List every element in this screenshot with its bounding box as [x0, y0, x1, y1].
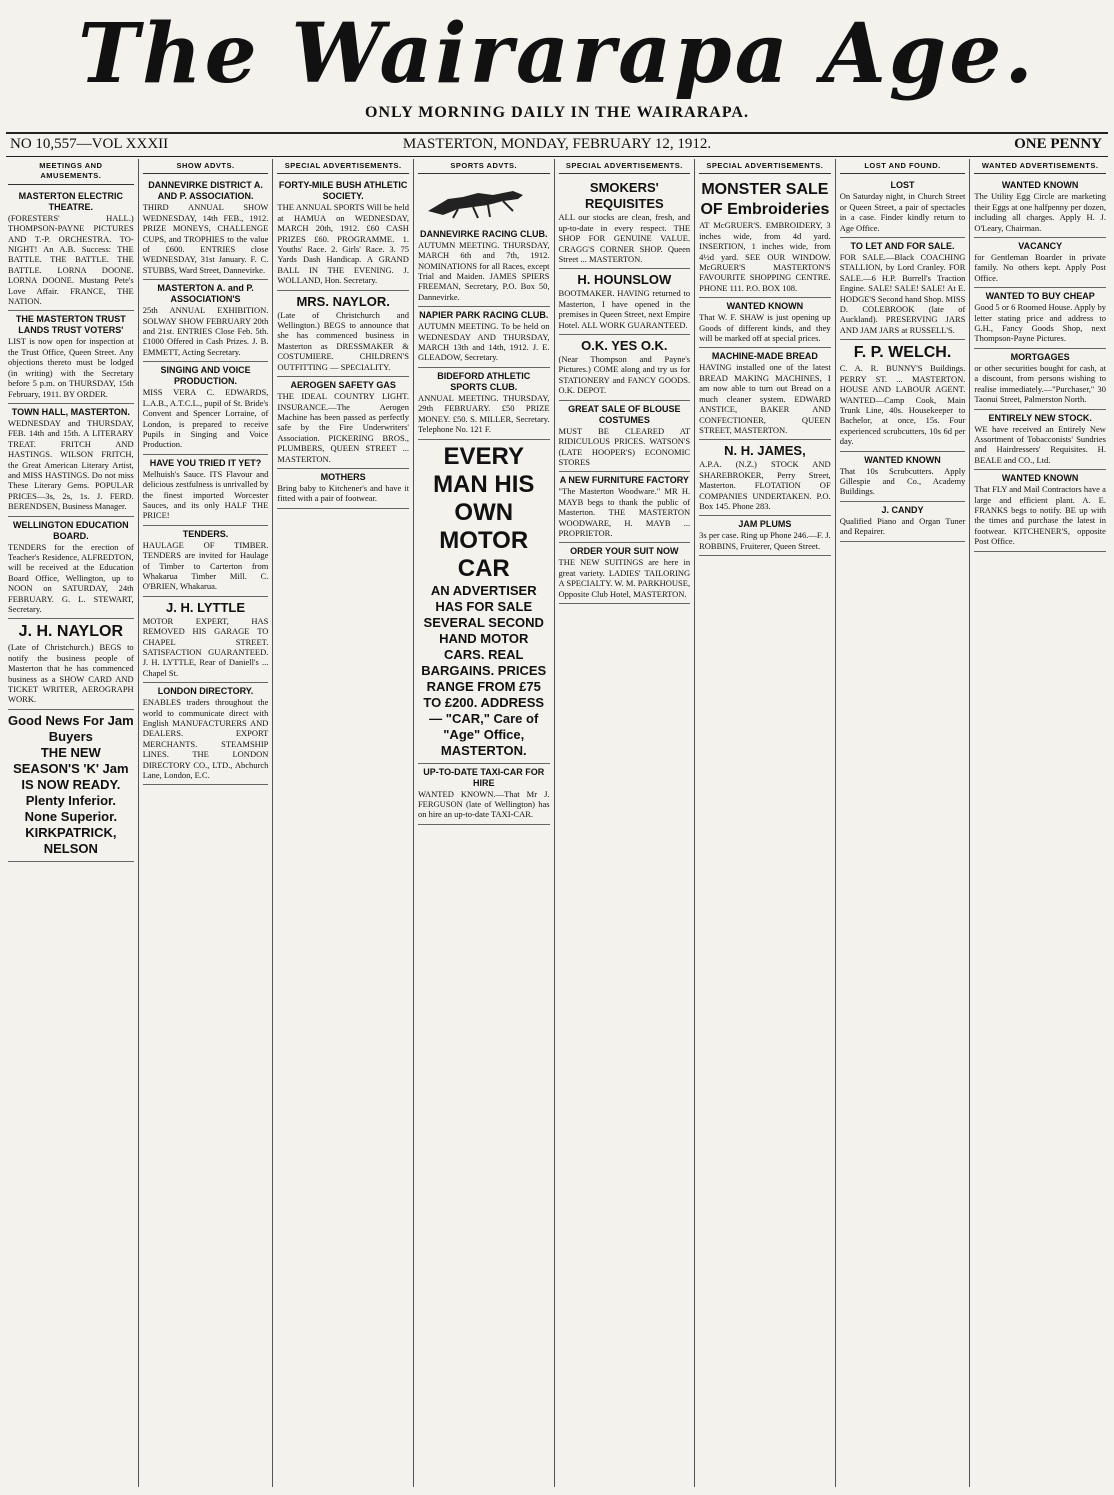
ad-body: The Utility Egg Circle are marketing their Eggs at one halfpenny per dozen, including all charges. Apply H. J. O'Leary, Chairman. — [974, 191, 1106, 233]
ad-title: UP-TO-DATE TAXI-CAR FOR HIRE — [423, 766, 545, 788]
ad-body: MUST BE CLEARED AT RIDICULOUS PRICES. WATSON'S (LATE HOOPER'S) ECONOMIC STORES — [558, 425, 691, 467]
ad-title: FORTY-MILE BUSH ATHLETIC SOCIETY. — [278, 180, 408, 202]
ad-title: MRS. NAYLOR. — [296, 293, 390, 309]
ad-body: for Gentleman Boarder in private family. No others kept. Apply Post Office. — [974, 252, 1106, 283]
ad-title: MORTGAGES — [1010, 351, 1070, 362]
ad-body: Qualified Piano and Organ Tuner and Repairer. — [839, 515, 966, 537]
ad-title: TENDERS. — [182, 528, 229, 539]
ad-body: C. A. R. BUNNY'S Buildings. PERRY ST. ... MASTERTON. HOUSE AND LABOUR AGENT. WANTED—Camp Cook, Main Trunk Line, 40s. Housekeeper to Bachelor, at once, 15s. Four experienced scrubcutters, 10s 6d per day. — [839, 363, 966, 447]
ad-solway-show — [143, 280, 269, 362]
ad-title: WANTED KNOWN — [1001, 473, 1079, 484]
ad-title: MOTHERS — [320, 471, 366, 482]
ad-k-jam — [8, 710, 134, 862]
ad-title: WELLINGTON EDUCATION BOARD. — [13, 519, 129, 541]
columns — [4, 159, 1110, 1487]
ad-body: THE NEW SEASON'S 'K' Jam IS NOW READY. Plenty Inferior. None Superior. KIRKPATRICK, NELSON — [13, 744, 129, 856]
column-header: SHOW ADVTS. — [143, 159, 269, 174]
ad-body: Bring baby to Kitchener's and have it fitted with a pair of footwear. — [277, 482, 409, 504]
ad-new-stock — [974, 410, 1106, 471]
column-header: SPECIAL ADVERTISEMENTS. — [559, 159, 691, 174]
ad-body: That 10s Scrubcutters. Apply Gillespie and Co., Academy Buildings. — [839, 465, 966, 497]
ad-taxi-car — [418, 764, 550, 825]
ad-shaw — [699, 298, 831, 348]
ad-body: (Late of Christchurch and Wellington.) BEGS to announce that she has commenced business in Masterton as DRESSMAKER & COSTUMIERE. CHILDREN'S OUTFITTING — SPECIALITY. — [277, 309, 409, 372]
ad-lyttle — [143, 597, 269, 683]
column-lost-found — [836, 159, 971, 1487]
ad-body: TENDERS for the erection of Teacher's Residence, ALFREDTON, will be received at the Education Board Office, Wellington, up to NOON on SATURDAY, 24th FEBRUARY. G. L. STEWART, Secretary. — [8, 541, 134, 614]
ad-body: Good 5 or 6 Roomed House. Apply by letter stating price and address to G.H., Fancy Goods Shop, next Thompson-Payne Pictures. — [974, 302, 1106, 344]
ad-title: LONDON DIRECTORY. — [157, 686, 254, 697]
ad-title: DANNEVIRKE RACING CLUB. — [419, 228, 548, 239]
column-sports — [414, 159, 555, 1487]
ad-london-directory — [143, 683, 269, 785]
column-header: MEETINGS AND AMUSEMENTS. — [8, 159, 134, 185]
ad-body: HAULAGE OF TIMBER. TENDERS are invited for Haulage of Timber to Carterton from Whakarua Timber Mill. C. O'BRIEN, Whakarua. — [142, 539, 269, 592]
ad-title: WANTED KNOWN — [864, 454, 941, 465]
ad-james — [699, 440, 831, 516]
ad-body: BOOTMAKER. HAVING returned to Masterton, I have opened in the premises in Queen Street, next Empire Hotel. ALL WORK GUARANTEED. — [558, 288, 691, 330]
ad-body: Melhuish's Sauce. ITS Flavour and delicious zestfulness is unrivalled by the finest imported Worcester Sauces, and its only HALF THE PRICE! — [142, 468, 269, 521]
ad-education-board — [8, 517, 134, 620]
ad-title: A NEW FURNITURE FACTORY — [559, 475, 689, 486]
ad-body: A.P.A. (N.Z.) STOCK AND SHAREBROKER, Perry Street, Masterton. FLOTATION OF COMPANIES UNDERTAKEN. P.O. Box 145. Phone 283. — [699, 459, 831, 511]
ad-order-suit — [559, 543, 691, 604]
issue-price: ONE PENNY — [1014, 136, 1102, 152]
ad-to-let — [840, 238, 966, 340]
column-special-2 — [555, 159, 696, 1487]
ad-melhuish-sauce — [143, 455, 269, 526]
ad-body: WANTED KNOWN.—That Mr J. FERGUSON (late of Wellington) has on hire an up-to-date TAXI-CAR. — [417, 788, 550, 820]
ad-furniture-factory — [559, 472, 691, 543]
ad-body: That FLY and Mail Contractors have a large and efficient plant. A. E. FRANKS begs to notify. BE up with the times and purchase the latest in footwear. KITCHENER'S, opposite Post Office. — [974, 484, 1106, 547]
ad-body: That W. F. SHAW is just opening up Goods of different kinds, and they will be marked off at special prices. — [699, 312, 831, 344]
ad-title: MASTERTON A. and P. ASSOCIATION'S — [157, 283, 254, 305]
ad-title: F. P. WELCH. — [853, 344, 952, 362]
ad-body: ENABLES traders throughout the world to communicate direct with English MANUFACTURERS AND DEALERS. EXPORT MERCHANTS. STEAMSHIP LINES. THE LONDON DIRECTORY CO., LTD., Abchurch Lane, London, E.C. — [142, 697, 269, 781]
ad-body: WE have received an Entirely New Assortment of Tobacconists' Sundries and Hairdressers' Requisites. H. BEALE and CO., Ltd. — [974, 423, 1106, 465]
issue-date: MASTERTON, MONDAY, FEBRUARY 12, 1912. — [402, 136, 712, 152]
column-special-3 — [695, 159, 836, 1487]
ad-body: ALL our stocks are clean, fresh, and up-to-date in every respect. THE SHOP FOR GENUINE VALUE. CRAGG'S CORNER SHOP. Queen Street ... MASTERTON. — [558, 212, 691, 265]
ad-body: AN ADVERTISER HAS FOR SALE SEVERAL SECOND HAND MOTOR CARS. REAL BARGAINS. PRICES RANGE FROM £75 TO £200. ADDRESS— "CAR," Care of "Age" Office, MASTERTON. — [421, 582, 547, 758]
ad-body: MISS VERA C. EDWARDS, L.A.B., A.T.C.L., pupil of St. Bride's Convent and Spencer Lorraine, of London, is prepared to receive Pupils in Singing and Voice Production. — [142, 387, 269, 450]
ad-body: 25th ANNUAL EXHIBITION. SOLWAY SHOW FEBRUARY 20th and 21st. ENTRIES Close Feb. 5th. £1000 Offered in Cash Prizes. J. B. EMMETT, Acting Secretary. — [142, 305, 269, 357]
ad-mortgages — [974, 349, 1106, 410]
ad-body: (Near Thompson and Payne's Pictures.) COME along and try us for STATIONERY and FANCY GOODS. O.K. DEPOT. — [558, 354, 691, 396]
ad-wanted-house — [974, 288, 1106, 349]
ad-town-hall — [8, 404, 134, 517]
column-wanted — [970, 159, 1110, 1487]
ad-blouse-costumes — [559, 401, 691, 473]
ad-body: FOR SALE.—Black COACHING STALLION, by Lord Cranley. FOR SALE.—6 H.P. Burrell's Traction Engine. SALE! SALE! SALE! At E. HODGE'S Second hand Shop. MISS D. COLEBROOK (late of Auckland). PRESERVING JARS AND JAM JARS at RUSSELL'S. — [839, 252, 966, 335]
ad-title: THE MASTERTON TRUST LANDS TRUST VOTERS' — [15, 314, 126, 336]
ad-title: O.K. YES O.K. — [581, 338, 668, 354]
column-header: WANTED ADVERTISEMENTS. — [974, 159, 1106, 174]
ad-aerogen-gas — [277, 377, 409, 469]
column-special-1 — [273, 159, 414, 1487]
column-meetings — [4, 159, 139, 1487]
ad-title: AEROGEN SAFETY GAS — [290, 380, 396, 391]
ad-title: WANTED KNOWN — [726, 301, 804, 312]
dateline-bar — [6, 132, 1108, 157]
ad-body: AT McGRUER'S. EMBROIDERY, 3 inches wide, from 4d yard. INSERTION, 1 inches wide, from 4½d yard. SEE OUR WINDOW. McGRUER'S MASTERTON'S FAVOURITE SHOPPING CENTRE. PHONE 111. P.O. BOX 108. — [699, 220, 831, 293]
ad-title: MASTERTON ELECTRIC THEATRE. — [18, 190, 124, 212]
ad-vacancy — [974, 238, 1106, 288]
ad-dannevirke-racing — [418, 226, 550, 307]
column-show — [139, 159, 274, 1487]
ad-title: VACANCY — [1018, 241, 1063, 252]
issue-number: NO 10,557—VOL XXXII — [10, 136, 169, 152]
ad-body: On Saturday night, in Church Street or Queen Street, a pair of spectacles in a case. Finder kindly return to Age Office. — [839, 191, 966, 233]
ad-title: J. H. LYTTLE — [166, 599, 246, 615]
column-header: SPECIAL ADVERTISEMENTS. — [699, 159, 831, 174]
ad-title: SMOKERS' REQUISITES — [584, 180, 664, 212]
ad-mothers — [277, 469, 409, 509]
ad-body: 3s per case. Ring up Phone 246.—F. J. ROBBINS, Fruiterer, Queen Street. — [699, 530, 831, 551]
ad-title: WANTED KNOWN — [1001, 180, 1079, 191]
ad-body: WEDNESDAY and THURSDAY, FEB. 14th and 15th. A LITERARY TREAT. FRITCH AND HASTINGS. WILSON FRITCH, the Great American Literary Artist, and MISS HASTINGS. Do not miss These Literary Gems. POPULAR PRICES—3s, 2s, 1s. J. FERD. BERENDSEN, Business Manager. — [8, 417, 134, 512]
ad-bideford — [418, 368, 550, 440]
ad-title: TO LET AND FOR SALE. — [850, 241, 955, 252]
ad-title: SINGING AND VOICE PRODUCTION. — [160, 365, 251, 387]
ad-singing — [143, 362, 269, 454]
ad-title: LOST — [890, 180, 915, 191]
column-header: SPECIAL ADVERTISEMENTS. — [277, 159, 409, 174]
ad-title: ORDER YOUR SUIT NOW — [570, 546, 679, 557]
ad-welch — [840, 340, 966, 451]
ad-fly-contractors — [974, 470, 1106, 551]
ad-scrubcutters — [840, 452, 966, 502]
ad-title: NAPIER PARK RACING CLUB. — [419, 310, 549, 321]
ad-title: MONSTER SALE OF Embroideries — [700, 181, 830, 219]
ad-body: or other securities bought for cash, at a discount, from persons wishing to realise immediately.—"Purchaser," 30 Taonui Street, Palmerston North. — [974, 362, 1106, 405]
ad-body: AUTUMN MEETING. THURSDAY, MARCH 6th and 7th, 1912. NOMINATIONS for all Races, except Trial and Maiden. JAMES SPIERS FREEMAN, Secretary, P.O. Box 50, Dannevirke. — [417, 239, 550, 302]
ad-candy — [840, 502, 966, 542]
ad-title: H. HOUNSLOW — [577, 272, 672, 288]
ad-naylor — [8, 619, 134, 709]
ad-body: HAVING installed one of the latest BREAD MAKING MACHINES, I am now able to turn out Bread on a much cleaner system. EDWARD ANSTICE, BAKER AND CONFECTIONER, QUEEN STREET, MASTERTON. — [699, 362, 831, 435]
newspaper-title: The Wairarapa Age. — [78, 6, 1036, 102]
ad-body: (Late of Christchurch.) BEGS to notify the business people of Masterton that he has commenced business as a SHOW CARD AND TICKET WRITER, AEROGRAPH WORK. — [8, 642, 134, 705]
ad-body: THE IDEAL COUNTRY LIGHT. INSURANCE.—The Aerogen Machine has been passed as perfectly safe by the Fire Underwriters' Association. PICKERING BROS., PLUMBERS, QUEEN STREET ... MASTERTON. — [277, 391, 409, 464]
column-header: LOST AND FOUND. — [840, 159, 966, 174]
ad-electric-theatre — [8, 188, 134, 312]
ad-body: THE ANNUAL SPORTS Will be held at HAMUA on WEDNESDAY, MARCH 20th, 1912. £60 CASH PRIZES £60. PROGRAMME. 1. Youths' Race. 2. Girls' Race. 3. 75 Yards Dash Handicap. A GRAND BALL IN THE EVENING. J. WOLLAND, Hon. Secretary. — [277, 202, 409, 286]
ad-body: THE NEW SUITINGS are here in great variety. LADIES' TAILORING A SPECIALTY. W. M. PARKHOUSE, Opposite Club Hotel, MASTERTON. — [558, 557, 691, 599]
ad-title: GREAT SALE OF BLOUSE COSTUMES — [568, 403, 681, 425]
ad-title: N. H. JAMES, — [724, 443, 806, 459]
ad-body: MOTOR EXPERT, HAS REMOVED HIS GARAGE TO CHAPEL STREET. SATISFACTION GUARANTEED. J. H. LYTTLE, Rear of Daniell's ... Chapel St. — [142, 615, 269, 678]
ad-body: LIST is now open for inspection at the Trust Office, Queen Street. Any objections thereto must be lodged (in writing) with the Secretary before 5 p.m. on THURSDAY, 15th February, 1911. BY ORDER. — [8, 336, 134, 399]
ad-body: "The Masterton Woodware." MR H. MAYB begs to thank the public of Masterton. THE MASTERTON WOODWARE, H. MAYB ... PROPRIETOR. — [558, 486, 691, 538]
ad-egg-circle — [974, 177, 1106, 238]
ad-title: HAVE YOU TRIED IT YET? — [149, 457, 262, 468]
ad-body: (FORESTERS' HALL.) THOMPSON-PAYNE PICTURES AND T.-P. ORCHESTRA. TO-NIGHT! An A.B. Success: THE BATTLE. THE BATTLE. THE BATTLE. LORNA DOONE. LORNA DOONE. Mustang Pete's Love Affair. FRANCE, THE NATION. — [8, 212, 134, 307]
ad-title: ENTIRELY NEW STOCK. — [988, 412, 1092, 423]
ad-tenders — [143, 526, 269, 597]
ad-title: BIDEFORD ATHLETIC SPORTS CLUB. — [437, 370, 531, 392]
ad-title: EVERY MAN HIS OWN MOTOR CAR — [433, 442, 535, 582]
racehorse-illustration — [418, 181, 548, 219]
ad-body: THIRD ANNUAL SHOW WEDNESDAY, 14th FEB., 1912. PRIZE MONEYS, CHALLENGE CUPS, and TROPHIES to the value of £600. ENTRIES close WEDNESDAY, 31st January. F. C. STUBBS, Ward Street, Dannevirke. — [142, 202, 269, 275]
ad-dannevirke-show — [143, 177, 269, 280]
column-header: SPORTS ADVTS. — [418, 159, 550, 174]
ad-title: J. H. NAYLOR — [18, 623, 123, 641]
ad-forty-mile-bush — [277, 177, 409, 290]
ad-title: J. CANDY — [881, 504, 924, 515]
ad-body: AUTUMN MEETING. To be held on WEDNESDAY AND THURSDAY, MARCH 13th and 14th, 1912. J. E. GLEADOW, Secretary. — [417, 321, 550, 363]
ad-mcgruer-sale — [699, 177, 831, 298]
ad-hounslow — [559, 269, 691, 335]
ad-ok-depot — [559, 335, 691, 401]
ad-title: TOWN HALL, MASTERTON. — [11, 406, 130, 417]
ad-mrs-naylor — [277, 291, 409, 377]
ad-title: WANTED TO BUY CHEAP — [985, 291, 1095, 302]
newspaper-subtitle: ONLY MORNING DAILY IN THE WAIRARAPA. — [365, 104, 749, 121]
ad-title: MACHINE-MADE BREAD — [711, 351, 818, 362]
ad-title: DANNEVIRKE DISTRICT A. AND P. ASSOCIATION. — [148, 180, 263, 202]
ad-jam-plums — [699, 516, 831, 556]
ad-title: Good News For Jam Buyers — [8, 712, 134, 744]
ad-lost — [840, 177, 966, 238]
ad-trust-lands — [8, 311, 134, 403]
ad-bread — [699, 348, 831, 440]
ad-napier-park — [418, 307, 550, 368]
ad-body: ANNUAL MEETING. THURSDAY, 29th FEBRUARY. £50 PRIZE MONEY. £50. S. MILLER, Secretary. Telephone No. 121 F. — [417, 392, 550, 435]
ad-motor-car — [418, 440, 550, 764]
ad-title: JAM PLUMS — [738, 519, 792, 530]
ad-smokers — [559, 177, 691, 269]
masthead — [0, 0, 1114, 122]
